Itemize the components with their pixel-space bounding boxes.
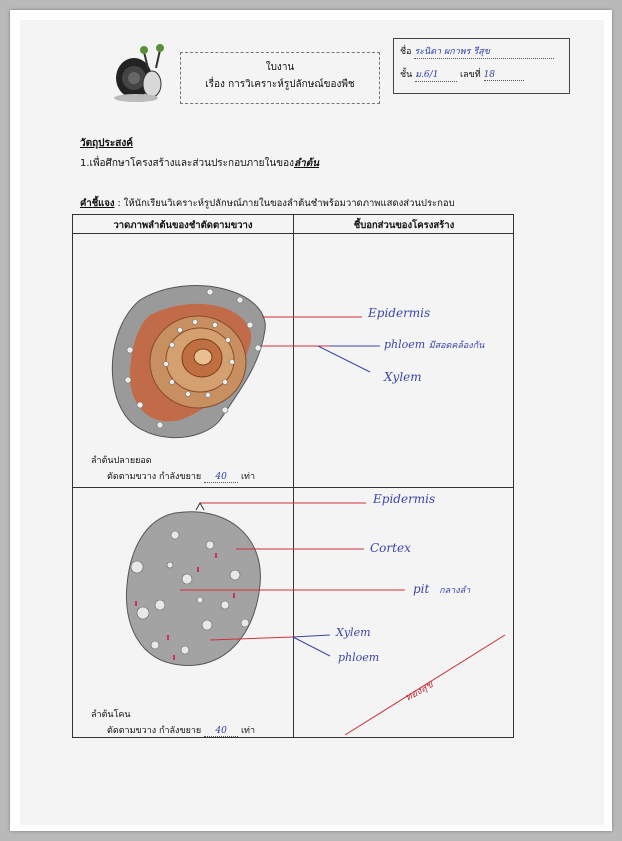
label-phloem-top-text: phloem: [384, 338, 426, 351]
pointer-line-phloem-bottom: [293, 637, 330, 656]
name-label: ชื่อ: [400, 47, 412, 57]
instruction-label: คำชี้แจง: [80, 198, 115, 209]
label-xylem-top: Xylem: [384, 370, 422, 384]
label-pit: [413, 582, 470, 597]
row2-times-label: เท่า: [240, 726, 256, 736]
class-label: ชั้น: [400, 70, 413, 80]
number-label: เลขที่: [460, 70, 481, 80]
teacher-signature: ทองสุข: [403, 679, 436, 704]
row2-caption-title: ลำต้นโคน: [91, 710, 131, 720]
name-value: ระนิดา ผกาพร รีสุข: [414, 44, 554, 59]
pointer-tick-mark: [196, 503, 204, 510]
worksheet-title-line2: เรื่อง การวิเคราะห์รูปลักษณ์ของพืช: [205, 79, 355, 90]
label-xylem-bottom: Xylem: [336, 626, 371, 639]
column-header-labels: ชี้บอกส่วนของโครงสร้าง: [353, 220, 455, 231]
pointer-line-xylem-bottom: [210, 637, 293, 640]
row2-magnification-value: 40: [204, 726, 238, 737]
objective-body: 1.เพื่อศึกษาโครงสร้างและส่วนประกอบภายในของ: [80, 158, 294, 169]
row1-magnification-value: 40: [204, 472, 238, 483]
row1-caption-title: ลำต้นปลายยอด: [91, 456, 152, 466]
column-header-drawing: วาดภาพลำต้นของชำตัดตามขวาง: [113, 220, 253, 231]
pointer-line-xylem-ext: [293, 635, 330, 637]
label-phloem-top-note: มีสอดคล้องกัน: [428, 341, 485, 351]
label-epidermis-top: Epidermis: [368, 306, 431, 320]
label-epidermis-bottom: Epidermis: [373, 492, 436, 506]
label-pit-note: กลางลำ: [439, 586, 471, 596]
objective-heading: วัตถุประสงค์: [80, 138, 133, 149]
label-phloem-bottom: phloem: [338, 651, 380, 664]
row1-caption-text: ตัดตามขวาง กำลังขยาย: [107, 472, 202, 482]
label-cortex: Cortex: [370, 541, 411, 555]
pointer-line-xylem-top: [318, 346, 370, 372]
label-pit-text: pit: [413, 582, 430, 596]
row2-caption-text: ตัดตามขวาง กำลังขยาย: [107, 726, 202, 736]
label-phloem-top: [384, 338, 484, 352]
row1-times-label: เท่า: [240, 472, 256, 482]
class-value: ม.6/1: [415, 67, 457, 82]
worksheet-title-line1: ใบงาน: [265, 62, 295, 73]
objective-emphasis: ลำต้น: [293, 158, 320, 169]
instruction-text: : ให้นักเรียนวิเคราะห์รูปลักษณ์ภายในของลำต้นชำพร้อมวาดภาพแสดงส่วนประกอบ: [114, 198, 455, 209]
number-value: 18: [484, 70, 524, 81]
